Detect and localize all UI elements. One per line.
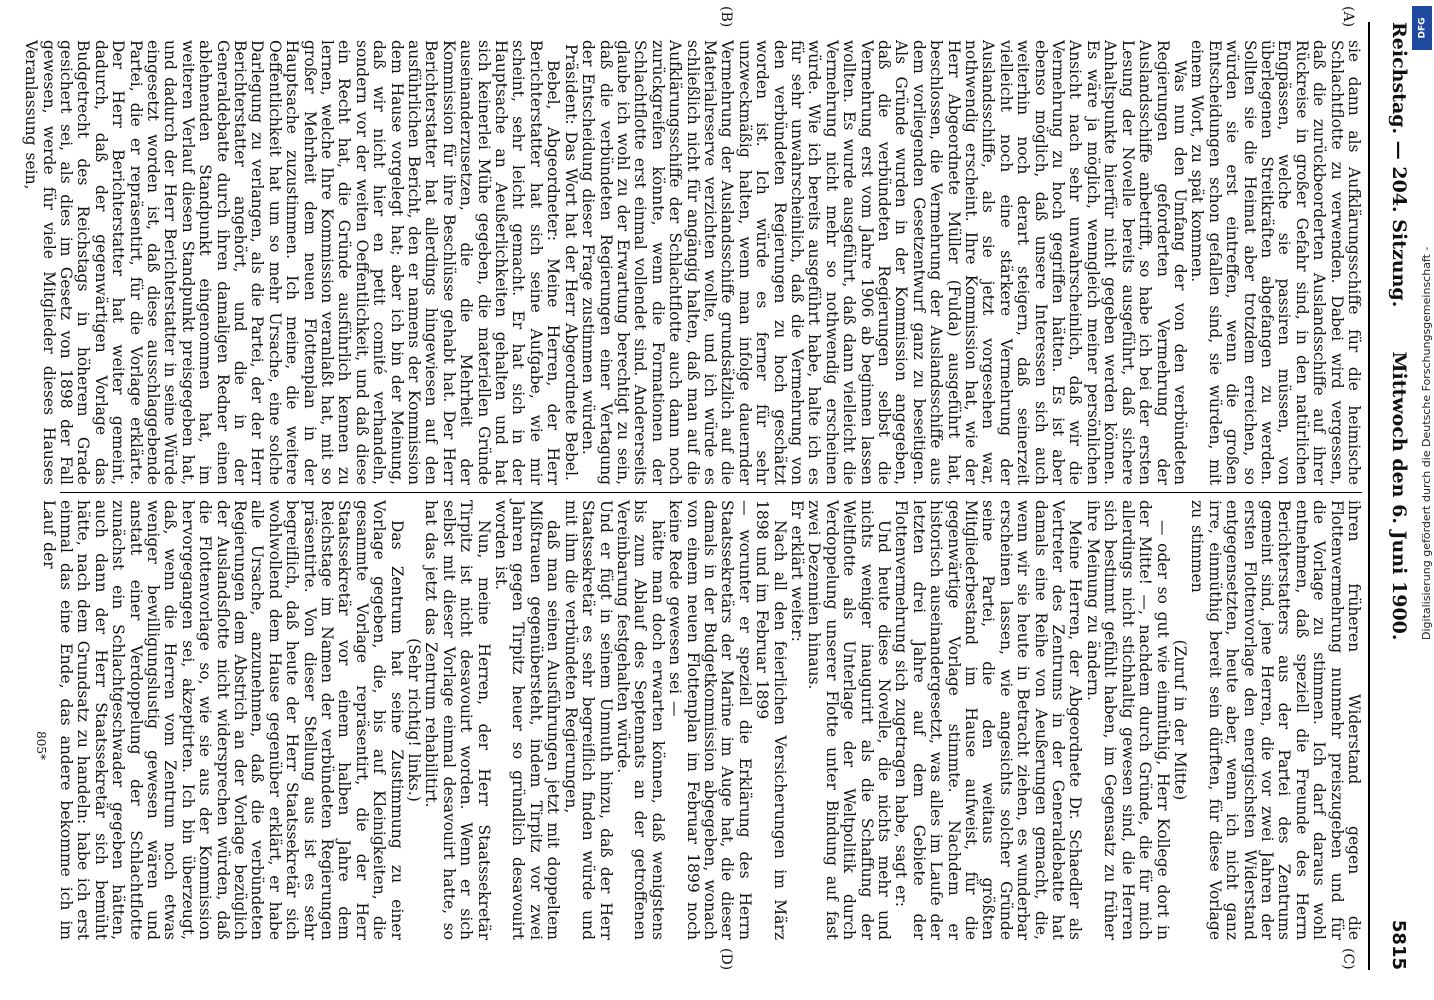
- signature-mark: 805*: [34, 731, 48, 760]
- dfg-logo-text: DFG: [1417, 17, 1428, 39]
- paragraph: — oder so gut wie einmüthig, Herr Kollege dort in der Mitte! —, nachdem durch Gründe, die für mich allerdings nicht stichhaltig gewesen sind, die Herren sich bestimmt gefühlt haben, im Gegensatz zu früher ihre Meinung zu ändern.: [1083, 500, 1172, 940]
- quote: Nach all den feierlichen Versicherungen im März 1898 und im Februar 1899: [753, 500, 789, 940]
- margin-letter-b: (B): [718, 6, 734, 28]
- header-date: Mittwoch den 6. Juni 1900.: [1388, 351, 1410, 641]
- interjection: (Zuruf in der Mitte): [1170, 639, 1189, 801]
- page-number: 5815: [1388, 919, 1410, 970]
- digitization-note: Digitalisierung gefördert durch die Deutsche Forschungsgemeinschaft -: [1420, 246, 1433, 640]
- dfg-logo-icon: [1412, 6, 1432, 50]
- paragraph: Er erklärt weiter:: [788, 500, 806, 642]
- paragraph: sie dann als Aufklärungsschiffe für die heimische Schlachtflotte zu verwenden. Dabei wird vergessen, daß die zurückbeorderten Auslandsschiffe auf ihrer Rückreise in großer Gefahr sind, in den natürlichen Engpässen, welche sie passiren müssen, von überlegenen Streitkräften abgefangen zu werden. Sollten sie die Heimat aber trotzdem erreichen, so würden sie erst eintreffen, wenn die großen Entscheidungen schon gefallen sind, sie würden, mit einem Wort, zu spät kommen.: [1188, 40, 1363, 485]
- margin-letter-a: (A): [1340, 6, 1356, 28]
- paragraph: Was nun den Umfang der von den verbündeten Regierungen geforderten Vermehrung der Auslandsschiffe anbetrifft, so habe ich bei der ersten Lesung der Novelle bereits ausgeführt, daß sichere Anhaltspunkte hierfür nicht gegeben werden können. Es wäre ja möglich, wenngleich meiner persönlichen Ansicht nach sehr unwahrscheinlich, daß wir die Vermehrung zu hoch gegriffen hätten. Es ist aber ebenso möglich, daß unsere Interessen sich auch weiterhin noch derart steigern, daß seinerzeit vielleicht noch eine stärkere Vermehrung der Auslandsschiffe, als sie jetzt vorgesehen war, nothwendig erscheint. Ihre Kommission hat, wie der Herr Abgeordnete Müller (Fulda) ausgeführt hat, beschlossen, die Vermehrung der Auslandsschiffe aus dem vorliegenden Gesetzentwurf ganz zu beseitigen. Als Gründe wurden in der Kommission angegeben, daß die verbündeten Regierungen selbst die Vermehrung erst vom Jahre 1906 ab beginnen lassen wollten. Es wurde ausgeführt, daß dann vielleicht die Vermehrung nicht mehr so nothwendig erscheinen würde. Wie ich bereits ausgeführt habe, halte ich es für sehr unwahrscheinlich, daß die Vermehrung von den verbündeten Regierungen zu hoch geschätzt worden ist. Ich würde es ferner für sehr unzweckmäßig halten, wenn man infolge dauernder Vermehrung der Auslandsschiffe grundsätzlich auf die Materialreserve verzichten wollte, und ich würde es schließlich nicht für angängig halten, daß man auf die Aufklärungsschiffe der Schlachtflotte auch dann noch zurückgreifen könnte, wenn die Formationen der Schlachtflotte erst einmal vollendet sind. Andererseits glaube ich wohl zu der Erwartung berechtigt zu sein, daß die verbündeten Regierungen einer Vertagung der Entscheidung dieser Frage zustimmen würden.: [579, 40, 1189, 485]
- paragraph: Meine Herren, der Abgeordnete Dr. Schaedler als Vertreter des Zentrums in der Generaldebatte hat damals eine Reihe von Aeußerungen gemacht, die, wenn wir sie heute in Betracht ziehen, es wunderbar erscheinen lassen, wie angesichts solcher Gründe seine Partei, die den weitaus größten Mitgliederbestand im Hause aufweist, für die gegenwärtige Vorlage stimmte. Nachdem er historisch auseinandergesetzt, was alles im Laufe der letzten drei Jahre auf dem Gebiete der Flottenvermehrung sich zugetragen habe, sagt er:: [892, 500, 1085, 940]
- quote: daß man seinen Ausführungen jetzt mit doppeltem Mißtrauen gegenübersteht, indem Tirpitz vor zwei Jahren gegen Tirpitz heuer so gründlich desavouirt worden ist.: [492, 500, 563, 940]
- margin-letter-c: (C): [1340, 948, 1356, 970]
- paragraph: Bebel, Abgeordneter: Meine Herren, der Herr Berichterstatter hat sich seine Aufgabe, wie mir scheint, sehr leicht gemacht. Er hat sich in der Hauptsache an Aeußerlichkeiten gehalten und hat sich keinerlei Mühe gegeben, die materiellen Gründe auseinanderzusetzen, die die Mehrheit der Kommission für ihre Beschlüsse gehabt hat. Der Herr Berichterstatter hat allerdings hingewiesen auf den ausführlichen Bericht, den er namens der Kommission dem Hause vorgelegt hat; aber ich bin der Meinung, daß wir nicht hier en petit comité verhandeln, sondern vor der weiten Oeffentlichkeit, und daß diese ein Recht hat, die Gründe ausführlich kennen zu lernen, welche Ihre Kommission veranlaßt hat, mit so großer Mehrheit dem neuen Flottenplan in der Hauptsache zuzustimmen. Ich meine, die weitere Oeffentlichkeit hat um so mehr Ursache, eine solche Darlegung zu verlangen, als die Partei, der der Herr Berichterstatter angehört, und die in der Generaldebatte durch ihren damaligen Redner einen ablehnenden Standpunkt eingenommen hat, im weiteren Verlauf diesen Standpunkt preisgegeben hat, und dadurch der Herr Berichterstatter in seine Würde eingesetzt worden ist, daß diese ausschlaggebende Partei, die er repräsentirt, für die Vorlage erklärte. Der Herr Berichterstatter hat weiter gemeint, dadurch, daß der gegenwärtigen Vorlage das Budgetrecht des Reichstags in höherem Grade gesichert sei, als dies im Gesetz von 1898 der Fall gewesen, werde für viele Mitglieder dieses Hauses Veranlassung sein,: [22, 40, 563, 485]
- paragraph: ihren früheren Widerstand gegen die Flottenvermehrung nunmehr preiszugeben und für die Vorlage zu stimmen. Ich darf daraus wohl entnehmen, daß speziell die Freunde des Herrn Berichterstatters aus der Partei des Zentrums gemeint sind, jene Herren, die vor zwei Jahren der ersten Flottenvorlage den energischsten Widerstand entgegensetzten, heute aber, wenn ich nicht ganz irre, einmüthig bereit sein dürften, für diese Vorlage zu stimmen: [1188, 500, 1363, 940]
- paragraph: Das Zentrum hat seine Zustimmung zu einer Vorlage gegeben, die, bis auf Kleinigkeiten, die gesammte Vorlage repräsentirt, die der Herr Staatssekretär vor einem halben Jahre dem Reichstage im Namen der verbündeten Regierungen präsentirte. Von dieser Stellung aus ist es sehr begreiflich, daß heute der Herr Staatssekretär sich wohlwollend dem Hause gegenüber erklärt, er habe alle Ursache, anzunehmen, daß die verbündeten Regierungen dem Abstrich an der Vorlage bezüglich der Auslandsflotte nicht widersprechen würden, daß die Flottenvorlage so, wie sie aus der Kommission hervorgegangen sei, akzeptirten. Ich bin überzeugt, daß, wenn die Herren vom Zentrum noch etwas weniger bewilligungslustig gewesen wären und anstatt einer Verdoppelung der Schlachtflotte zunächst ein Schlachtgeschwader gegeben hätten, auch dann der Herr Staatssekretär sich bemüht hätte, nach dem Grundsatz zu handeln: habe ich erst einmal das eine Ende, das andere bekomme ich im Lauf der: [39, 500, 406, 940]
- paragraph: Nun, meine Herren, der Herr Staatssekretär Tirpitz ist nicht desavouirt worden. Wenn er sich selbst mit dieser Vorlage einmal desavouirt hatte, so hat das jetzt das Zentrum rehabilitirt.: [422, 500, 493, 940]
- quote: hätte man doch erwarten können, daß wenigstens bis zum Ablauf des Septennats an der getroffenen Vereinbarung festgehalten würde.: [613, 500, 667, 940]
- speaker-line: Präsident: Das Wort hat der Herr Abgeordnete Bebel.: [561, 44, 580, 481]
- quote: Und heute diese Novelle, die nichts mehr und nichts weniger inaugurirt als die Schaffung der Weltflotte als Unterlage der Weltpolitik durch Verdoppelung unserer Flotte unter Bindung auf fast zwei Dezennien hinaus.: [805, 500, 894, 940]
- margin-letter-d: (D): [718, 948, 734, 971]
- page-header: [1382, 22, 1416, 970]
- header-left-title: Reichstag. — 204. Sitzung.: [1388, 22, 1410, 308]
- column-divider: [60, 492, 1362, 493]
- interjection: (Sehr richtig! links.): [405, 638, 424, 802]
- header-rule: [1368, 22, 1370, 970]
- paragraph: Und er fügt in seinem Unmuth hinzu, daß der Herr Staatssekretär es sehr begreiflich finden würde und mit ihm die verbündeten Regierungen,: [561, 500, 615, 940]
- paragraph: — worunter er speziell die Erklärung des Herrn Staatssekretärs der Marine im Auge hat, die dieser damals in der Budgetkommission abgegeben, wonach von einem neuen Flottenplan im Februar 1899 noch keine Rede gewesen sei —: [666, 500, 754, 940]
- text-column-left: [22, 40, 1363, 485]
